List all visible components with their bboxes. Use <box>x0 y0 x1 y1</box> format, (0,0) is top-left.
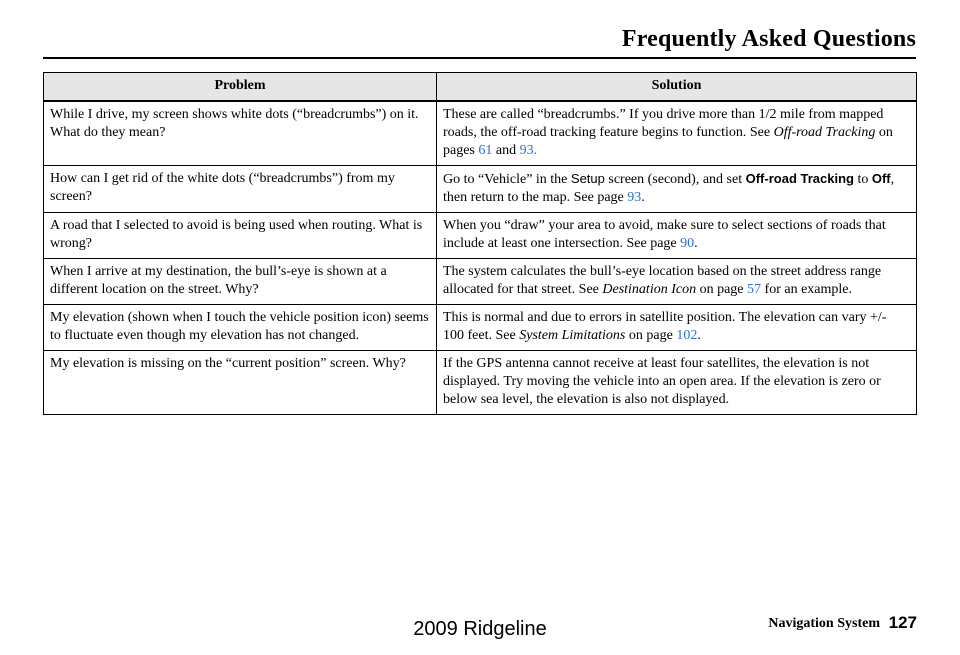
solution-text: This is normal and due to errors in satellite position. The elevation can vary +/- 100 feet. See <box>443 310 887 343</box>
setup-label: Setup <box>570 171 605 186</box>
solution-cell <box>437 101 917 166</box>
page-link[interactable]: 102 <box>676 328 698 343</box>
footer-label: Navigation System <box>768 616 880 631</box>
offroad-tracking-label: Off-road Tracking <box>745 171 854 186</box>
solution-cell <box>437 213 917 259</box>
problem-cell: My elevation (shown when I touch the vehicle position icon) seems to fluctuate even though my elevation has not changed. <box>44 305 437 351</box>
solution-text: These are called “breadcrumbs.” If you drive more than 1/2 mile from mapped roads, the off-road tracking feature begins to function. See <box>443 107 884 140</box>
solution-text: and <box>492 143 520 158</box>
problem-cell: My elevation is missing on the “current position” screen. Why? <box>44 351 437 415</box>
solution-cell <box>437 351 917 415</box>
table-header-row <box>44 73 917 102</box>
page-link[interactable]: 90 <box>680 236 695 251</box>
table-row <box>44 259 917 305</box>
solution-text: on page <box>696 282 748 297</box>
problem-cell: While I drive, my screen shows white dots (“breadcrumbs”) on it. What do they mean? <box>44 101 437 166</box>
page-title: Frequently Asked Questions <box>621 26 916 52</box>
table-row <box>44 305 917 351</box>
header-rule <box>43 57 916 59</box>
cross-reference: Off-road Tracking <box>773 125 876 140</box>
table-row <box>44 166 917 213</box>
cross-reference: Destination Icon <box>602 282 697 297</box>
off-label: Off <box>871 171 891 186</box>
solution-text: screen (second), and set <box>604 172 746 187</box>
solution-text: . <box>641 190 645 205</box>
cross-reference: System Limitations <box>519 328 626 343</box>
solution-cell <box>437 305 917 351</box>
solution-text: . <box>694 236 698 251</box>
page-number: 127 <box>888 613 917 632</box>
solution-text: . <box>697 328 701 343</box>
column-header-problem: Problem <box>44 73 437 102</box>
watermark: 2009 Ridgeline <box>413 618 547 640</box>
table-row <box>44 213 917 259</box>
solution-text: , then return to the map. See page <box>443 172 895 205</box>
column-header-solution: Solution <box>437 73 917 102</box>
page-link[interactable]: 93 <box>627 190 642 205</box>
page-link[interactable]: 61 <box>478 143 493 158</box>
solution-text: The system calculates the bull’s-eye location based on the street address range allocated for that street. See <box>443 264 882 297</box>
problem-cell: A road that I selected to avoid is being used when routing. What is wrong? <box>44 213 437 259</box>
problem-cell: How can I get rid of the white dots (“breadcrumbs”) from my screen? <box>44 166 437 213</box>
solution-cell <box>437 166 917 213</box>
table-row <box>44 101 917 166</box>
solution-text: on page <box>625 328 677 343</box>
solution-text: When you “draw” your area to avoid, make sure to select sections of roads that include at least one intersection. See page <box>443 218 886 251</box>
solution-text: for an example. <box>761 282 852 297</box>
solution-text: to <box>853 172 872 187</box>
faq-table <box>43 72 917 415</box>
solution-cell <box>437 259 917 305</box>
solution-text: on pages <box>443 125 893 158</box>
table-row <box>44 351 917 415</box>
page-link[interactable]: 57 <box>747 282 762 297</box>
problem-cell: When I arrive at my destination, the bull’s-eye is shown at a different location on the street. Why? <box>44 259 437 305</box>
solution-text: Go to “Vehicle” in the <box>443 172 571 187</box>
page-link[interactable]: 93. <box>519 143 538 158</box>
solution-text: If the GPS antenna cannot receive at least four satellites, the elevation is not displayed. Try moving the vehicle into an open area. If the elevation is zero or below sea level, the elevation is also not displayed. <box>443 356 881 407</box>
